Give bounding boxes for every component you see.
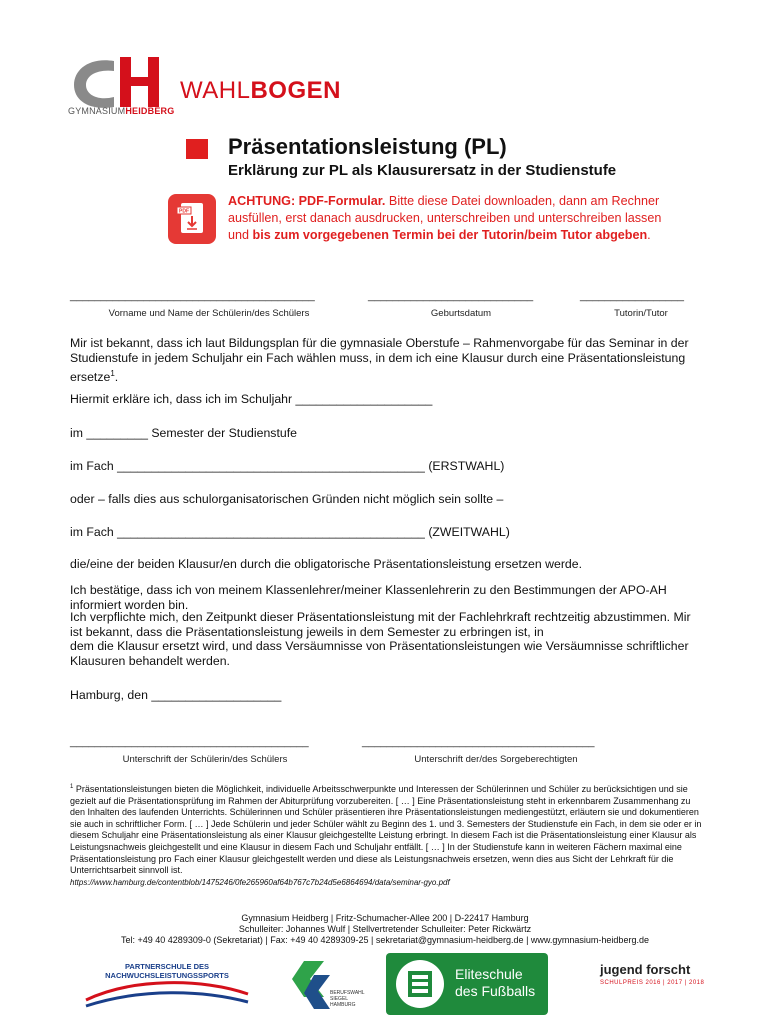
second-choice-subject-field[interactable]: im Fach _____________________________________________ (ZWEITWAHL) xyxy=(70,525,510,539)
partner-sports-line2: NACHWUCHSLEISTUNGSSPORTS xyxy=(105,971,229,980)
tutor-label: Tutorin/Tutor xyxy=(614,308,668,319)
partner-jugend-forscht-award: SCHULPREIS 2016 | 2017 | 2018 xyxy=(600,980,705,986)
partner-logo-sports xyxy=(82,960,252,1016)
title-marker xyxy=(186,139,208,159)
page-title: Präsentationsleistung (PL) xyxy=(228,134,507,159)
name-line[interactable]: ________________________________________ xyxy=(70,290,315,302)
footnote-source-link[interactable]: https://www.hamburg.de/contentblob/1475246/0fe265960af64b767c7b24d5e6864694/data/seminar-gyo.pdf xyxy=(70,878,450,887)
student-signature-label: Unterschrift der Schülerin/des Schülers xyxy=(122,754,288,765)
footer-address: Gymnasium Heidberg | Fritz-Schumacher-Allee 200 | D-22417 Hamburg xyxy=(241,913,529,923)
intro-paragraph: Mir ist bekannt, dass ich laut Bildungsplan für die gymnasiale Oberstufe – Rahmenvorgabe für das Seminar in der Studienstufe in jedem Schuljahr ein Fach wählen muss, in dem ich eine Klausur durch eine Präsentationsleistung ersetze$^1$. xyxy=(70,336,689,385)
confirmation-paragraph: Ich bestätige, dass ich von meinem Klassenlehrer/meiner Klassenlehrerin zu den Bestimmungen der APO-AH informiert worden bin. xyxy=(70,583,667,612)
pdf-download-icon xyxy=(168,194,216,244)
partner-jugend-forscht-text: jugend forscht xyxy=(600,962,691,977)
form-type-heading: WAHLBOGEN xyxy=(180,77,341,104)
student-signature-line[interactable]: _______________________________________ xyxy=(70,736,309,748)
footer-management: Schulleiter: Johannes Wulf | Stellvertretender Schulleiter: Peter Rickwärtz xyxy=(238,924,532,934)
partner-football-text: Eliteschule des Fußballs xyxy=(455,966,536,999)
school-year-field[interactable]: Hiermit erkläre ich, dass ich im Schuljahr ____________________ xyxy=(70,392,433,406)
guardian-signature-label: Unterschrift der/des Sorgeberechtigten xyxy=(414,754,578,765)
partner-logo-berufswahl xyxy=(290,957,356,1017)
partner-sports-line1: PARTNERSCHULE DES xyxy=(124,962,210,971)
tutor-line[interactable]: _________________ xyxy=(580,290,685,302)
semester-field[interactable]: im _________ Semester der Studienstufe xyxy=(70,426,297,440)
guardian-signature-line[interactable]: ______________________________________ xyxy=(362,736,595,748)
alternative-note: oder – falls dies aus schulorganisatorischen Gründen nicht möglich sein sollte – xyxy=(70,492,504,506)
pdf-notice: ACHTUNG: PDF-Formular. Bitte diese Datei downloaden, dann am Rechner ausfüllen, erst danach ausdrucken, unterschreiben und unterschreiben lassen und bis zum vorgegebenen Termin bei der Tutorin/beim Tutor abgeben. xyxy=(228,194,662,242)
absence-paragraph: dem die Klausur ersetzt wird, und dass Versäumnisse von Präsentationsleistungen wie Versäumnisse schriftlicher Klausuren behandelt werden. xyxy=(70,639,689,668)
partner-berufswahl-text: BERUFSWAHL SIEGEL HAMBURG xyxy=(330,990,365,1008)
birthdate-label: Geburtsdatum xyxy=(430,308,492,319)
first-choice-subject-field[interactable]: im Fach _____________________________________________ (ERSTWAHL) xyxy=(70,459,505,473)
birthdate-line[interactable]: ___________________________ xyxy=(368,290,534,302)
name-label: Vorname und Name der Schülerin/des Schülers xyxy=(108,308,310,319)
obligation-paragraph: Ich verpflichte mich, den Zeitpunkt dieser Präsentationsleistung mit der Fachlehrkraft rechtzeitig abzustimmen. Mir ist bekannt, dass die Präsentationsleistung jeweils in dem Semester zu erbringen ist, in xyxy=(70,610,691,639)
replacement-statement: die/eine der beiden Klausur/en durch die obligatorische Präsentationsleistung ersetzen werde. xyxy=(70,557,583,571)
svg-text:PDF: PDF xyxy=(179,208,189,215)
logo-subtitle: GYMNASIUMHEIDBERG xyxy=(68,106,175,116)
page-subtitle: Erklärung zur PL als Klausurersatz in der Studienstufe xyxy=(228,162,617,179)
footer-contact: Tel: +49 40 4289309-0 (Sekretariat) | Fax: +49 40 4289309-25 | sekretariat@gymnasium-heidberg.de | www.gymnasium-heidberg.de xyxy=(121,935,649,945)
footnote: $^1$ Präsentationsleistungen bieten die Möglichkeit, individuelle Arbeitsschwerpunkte und Interessen der Schülerinnen und Schüler zu berücksichtigen und sie gezielt auf die Präsentationsprüfung im Rahmen der Abiturprüfung vorzubereiten. [ … ] Eine Präsentationsleistung steht in erkennbarem Zusammenhang zu den Inhalten des laufenden Unterrichts. Schülerinnen und Schüler präsentieren ihre Präsentationsleistungen mediengestützt, erläutern sie und dokumentieren sie auch in schriftlicher Form. [ … ] Jede Schülerin und jeder Schüler wählt zu Beginn des 1. und 3. Semesters der Studienstufe ein Fach, in dem sie oder er in diesem Schuljahr eine Präsentationsleistung als einer Klausur gleichgestellte Leistung erbringt. In diesem Fach ist die Präsentationsleistung einer Klausur als Leistungsnachweis gleichgestellt und eine Klausur in diesem Fach und Schuljahr entfällt. [ … ] In der Studienstufe kann in weiteren Fächern maximal eine Präsentationsleistung pro Fach einer Klausur gleichgestellt werden und diese als Leistungsnachweis ersetzen, wenn dies aus Sicht der Lehrkraft für die Unterrichtsarbeit sinnvoll ist. xyxy=(70,784,702,876)
place-date-field[interactable]: Hamburg, den ___________________ xyxy=(70,688,282,702)
